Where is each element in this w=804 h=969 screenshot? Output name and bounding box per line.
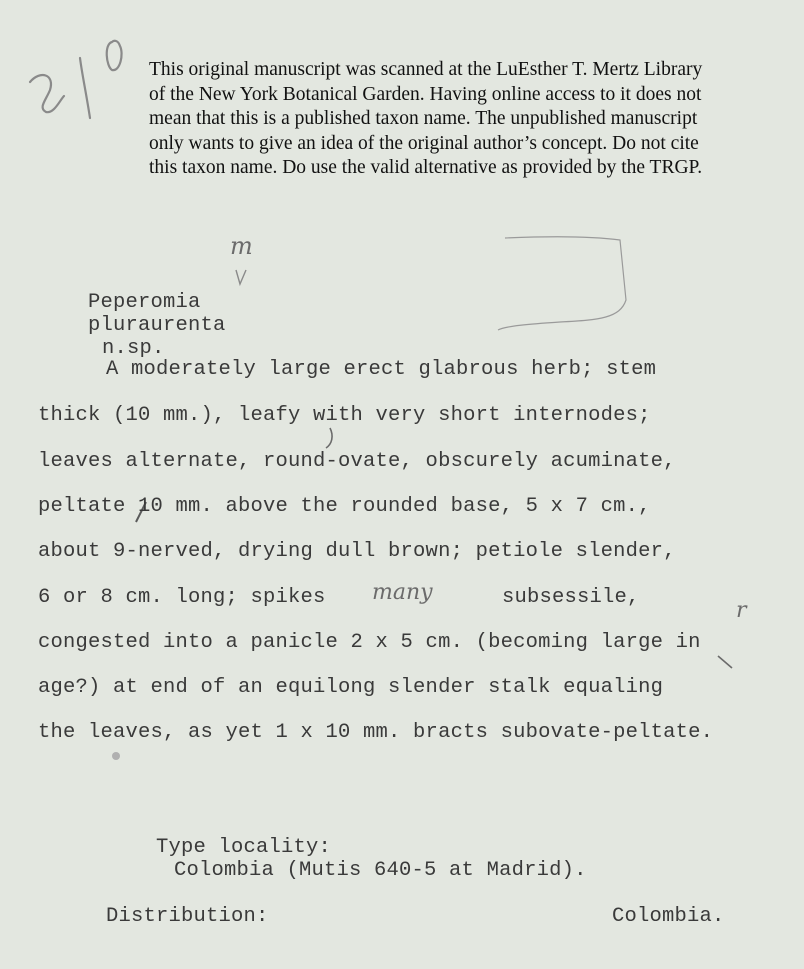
description-line: 6 or 8 cm. long; spikes xyxy=(38,586,326,609)
larger-caret-mark xyxy=(718,656,732,668)
corner-number xyxy=(26,44,28,45)
description-line: subsessile, xyxy=(502,586,640,609)
notice-line: of the New York Botanical Garden. Having online access to it does not xyxy=(149,83,702,105)
library-notice xyxy=(149,58,789,181)
description-line: peltate 10 mm. above the rounded base, 5 x 7 cm., xyxy=(38,495,651,518)
heading-genus: Peperomia xyxy=(88,291,201,314)
pencil-box xyxy=(498,237,626,330)
corner-number-0-stroke xyxy=(107,41,122,70)
notice-line: mean that this is a published taxon name. The unpublished manuscript xyxy=(149,108,698,129)
corner-number-1-stroke xyxy=(80,58,90,118)
corner-number-2-stroke xyxy=(30,75,64,112)
type-locality-label: Type locality: xyxy=(156,836,332,859)
type-locality xyxy=(106,813,587,905)
notice-line: This original manuscript was scanned at the LuEsther T. Mertz Library xyxy=(149,59,703,80)
distribution-value: Colombia. xyxy=(612,905,725,928)
heading-epithet: pluraurenta xyxy=(88,314,226,337)
description-line: thick (10 mm.), leafy with very short internodes; xyxy=(38,404,651,427)
description-line: A moderately large erect glabrous herb; stem xyxy=(106,358,657,381)
leafy-comma-mark xyxy=(326,428,332,448)
notice-line: this taxon name. Do use the valid alternative as provided by the TRGP. xyxy=(149,157,703,178)
description-line: about 9-nerved, drying dull brown; petiole slender, xyxy=(38,540,676,563)
spikes-insert: many xyxy=(372,580,433,605)
ink-dot xyxy=(112,752,120,760)
description-line: age?) at end of an equilong slender stalk equaling xyxy=(38,676,664,699)
title-caret-mark xyxy=(236,270,246,284)
larger-insert: r xyxy=(736,598,747,623)
heading-status: n.sp. xyxy=(102,337,165,360)
title-insert: m xyxy=(230,232,253,260)
description-line: congested into a panicle 2 x 5 cm. (becoming large in xyxy=(38,631,701,654)
type-locality-value: Colombia (Mutis 640-5 at Madrid). xyxy=(174,859,587,882)
notice-line: only wants to give an idea of the original author’s concept. Do not cite xyxy=(149,132,699,154)
description-line: the leaves, as yet 1 x 10 mm. bracts subovate-peltate. xyxy=(38,721,714,744)
distribution-label: Distribution: xyxy=(106,905,269,928)
description-line: leaves alternate, round-ovate, obscurely acuminate, xyxy=(38,450,676,473)
